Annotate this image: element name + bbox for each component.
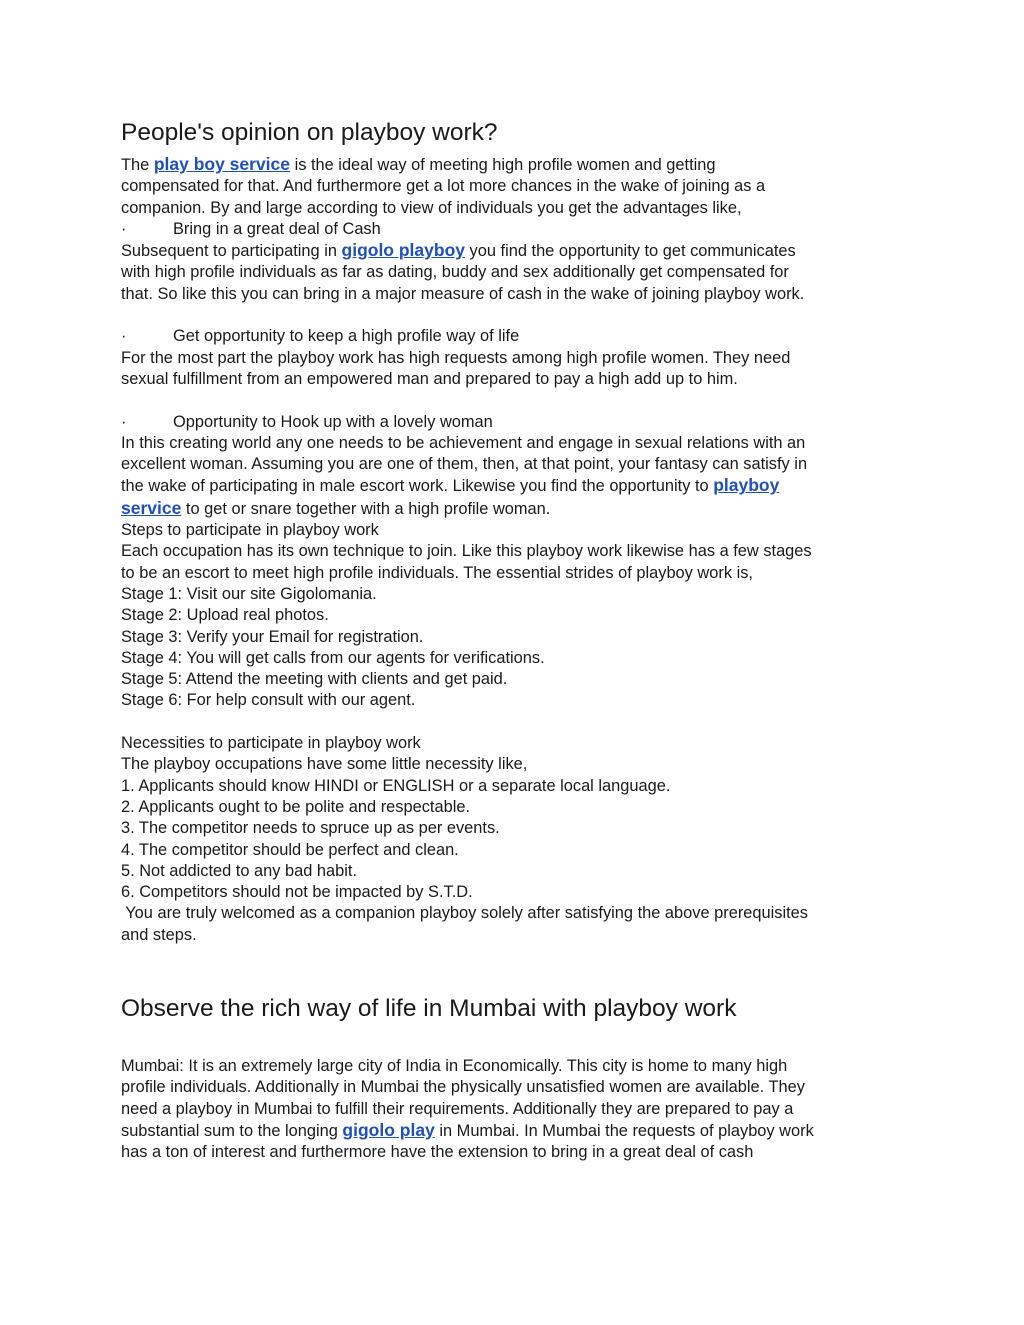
bullet-item-lifestyle	[121, 326, 911, 347]
hookup-text: to get or snare together with a high profile woman.	[181, 499, 551, 518]
mumbai-line-1: Mumbai: It is an extremely large city of India in Economically. This city is home to many high	[121, 1056, 788, 1075]
mumbai-line-5: has a ton of interest and furthermore have the extension to bring in a great deal of cash	[121, 1143, 754, 1162]
lifestyle-line-2: sexual fulfillment from an empowered man and prepared to pay a high add up to him.	[121, 369, 738, 388]
mumbai-line-2: profile individuals. Additionally in Mumbai the physically unsatisfied women are available. They	[121, 1078, 805, 1097]
necessities-section	[121, 733, 911, 946]
bullet-item-hookup	[121, 412, 911, 433]
cash-text: Subsequent to participating in	[121, 242, 342, 261]
necessities-closing-1: You are truly welcomed as a companion playboy solely after satisfying the above prerequisites	[121, 904, 808, 923]
intro-paragraph	[121, 154, 911, 219]
necessity-item: 5. Not addicted to any bad habit.	[121, 861, 358, 880]
mumbai-line-3: need a playboy in Mumbai to fulfill their requirements. Additionally they are prepared to pay a	[121, 1099, 794, 1118]
spacer	[121, 712, 911, 733]
cash-line-3: that. So like this you can bring in a major measure of cash in the wake of joining playboy work.	[121, 284, 805, 303]
step-item: Stage 6: For help consult with our agent.	[121, 691, 416, 710]
section-heading-opinion: People's opinion on playboy work?	[121, 119, 498, 146]
play-boy-service-link[interactable]: play boy service	[153, 154, 291, 174]
mumbai-text: substantial sum to the longing	[121, 1121, 343, 1140]
step-item: Stage 4: You will get calls from our agents for verifications.	[121, 648, 545, 667]
bullet-item-cash	[121, 219, 911, 240]
step-item: Stage 5: Attend the meeting with clients and get paid.	[121, 670, 508, 689]
intro-line-2: compensated for that. And furthermore get a lot more chances in the wake of joining as a	[121, 177, 766, 196]
necessities-closing-2: and steps.	[121, 925, 197, 944]
step-item: Stage 1: Visit our site Gigolomania.	[121, 584, 377, 603]
gigolo-playboy-link[interactable]: gigolo playboy	[341, 240, 465, 261]
spacer	[121, 390, 911, 411]
lifestyle-paragraph	[121, 348, 911, 391]
hookup-line-4	[121, 497, 551, 518]
gigolo-play-link[interactable]: gigolo play	[342, 1119, 435, 1140]
bullet-dot: ·	[121, 327, 127, 346]
necessities-intro: The playboy occupations have some little necessity like,	[121, 755, 528, 774]
cash-text: you find the opportunity to get communicates	[465, 242, 796, 261]
playboy-service-link-part2[interactable]: service	[121, 497, 182, 518]
cash-line-1	[121, 242, 796, 260]
steps-title: Steps to participate in playboy work	[121, 521, 379, 540]
necessities-title: Necessities to participate in playboy work	[121, 734, 421, 753]
mumbai-line-4	[121, 1119, 814, 1140]
necessity-item: 3. The competitor needs to spruce up as per events.	[121, 819, 500, 838]
bullet-dot: ·	[121, 412, 127, 431]
lifestyle-line-1: For the most part the playboy work has high requests among high profile women. They need	[121, 348, 791, 367]
step-item: Stage 3: Verify your Email for registration.	[121, 627, 424, 646]
necessity-item: 2. Applicants ought to be polite and respectable.	[121, 797, 471, 816]
bullet-dot: ·	[121, 219, 127, 238]
bullet-text: Opportunity to Hook up with a lovely woman	[173, 412, 493, 431]
intro-text: The	[121, 156, 154, 174]
bullet-text: Bring in a great deal of Cash	[173, 219, 381, 238]
necessity-item: 1. Applicants should know HINDI or ENGLISH or a separate local language.	[121, 776, 671, 795]
document-page	[121, 118, 911, 1163]
intro-line-1	[121, 156, 716, 174]
cash-line-2: with high profile individuals as far as dating, buddy and sex additionally get compensated for	[121, 263, 789, 282]
hookup-line-1: In this creating world any one needs to be achievement and engage in sexual relations with an	[121, 433, 806, 452]
necessity-item: 6. Competitors should not be impacted by S.T.D.	[121, 883, 473, 902]
step-item: Stage 2: Upload real photos.	[121, 606, 329, 625]
steps-section	[121, 520, 911, 712]
intro-text: is the ideal way of meeting high profile women and getting	[290, 156, 716, 174]
bullet-text: Get opportunity to keep a high profile way of life	[173, 327, 520, 346]
hookup-paragraph	[121, 433, 911, 520]
steps-intro-2: to be an escort to meet high profile individuals. The essential strides of playboy work is,	[121, 563, 753, 582]
cash-paragraph	[121, 240, 911, 305]
hookup-text: the wake of participating in male escort work. Likewise you find the opportunity to	[121, 477, 714, 496]
spacer	[121, 305, 911, 326]
intro-line-3: companion. By and large according to view of individuals you get the advantages like,	[121, 198, 742, 217]
section-heading-mumbai: Observe the rich way of life in Mumbai with playboy work	[121, 994, 737, 1022]
mumbai-text: in Mumbai. In Mumbai the requests of playboy work	[434, 1121, 814, 1140]
necessity-item: 4. The competitor should be perfect and clean.	[121, 840, 459, 859]
mumbai-paragraph	[121, 1056, 911, 1163]
playboy-service-link-part1[interactable]: playboy	[713, 475, 780, 496]
hookup-line-2: excellent woman. Assuming you are one of them, then, at that point, your fantasy can satisfy in	[121, 455, 808, 474]
hookup-line-3	[121, 477, 779, 495]
steps-intro-1: Each occupation has its own technique to join. Like this playboy work likewise has a few stages	[121, 542, 812, 561]
